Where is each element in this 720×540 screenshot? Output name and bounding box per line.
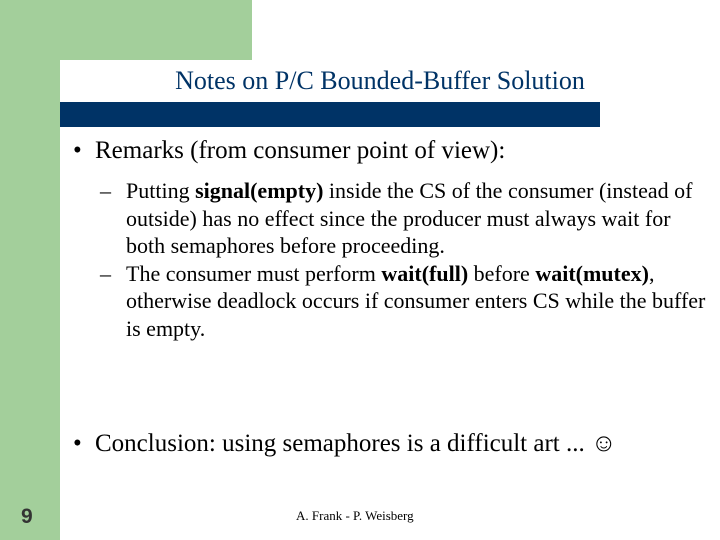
smiley-icon: ☺ — [591, 430, 617, 457]
sub-bullet-text — [126, 178, 692, 258]
sub-bullet-list — [100, 177, 710, 342]
slide-number: 9 — [21, 505, 33, 528]
green-top-block — [0, 0, 252, 60]
bullet-remarks — [73, 136, 693, 166]
bullet-conclusion — [73, 426, 693, 462]
text-run: The consumer must perform — [126, 260, 382, 286]
bullet-marker: • — [73, 137, 82, 164]
sub-bullet-marker: – — [100, 178, 111, 203]
title-underline-bar — [60, 102, 600, 127]
text-run: , otherwise deadlock occurs if consumer enters CS while the buffer is empty. — [126, 260, 706, 341]
code-term: wait(mutex) — [535, 260, 649, 286]
sub-bullet-text — [126, 261, 705, 341]
text-run: inside the CS of the consumer (instead of outside) has no effect since the producer must always wait for both semaphores before proceeding. — [126, 178, 693, 258]
slide-title: Notes on P/C Bounded-Buffer Solution — [175, 66, 585, 95]
bullet-text — [95, 426, 693, 462]
code-term: signal(empty) — [195, 178, 324, 203]
text-run: Conclusion: using semaphores is a difficult art ... — [95, 430, 591, 457]
footer-author: A. Frank - P. Weisberg — [296, 508, 414, 523]
bullet-text: Remarks (from consumer point of view): — [95, 137, 506, 164]
bullet-marker: • — [73, 430, 82, 457]
text-run: before — [468, 260, 536, 286]
green-side-bar — [0, 0, 60, 540]
sub-bullet-signal-empty — [100, 177, 710, 260]
code-term: wait(full) — [381, 260, 469, 286]
sub-bullet-marker: – — [100, 260, 111, 286]
sub-bullet-wait-order — [100, 260, 710, 343]
text-run: Putting — [126, 178, 196, 203]
